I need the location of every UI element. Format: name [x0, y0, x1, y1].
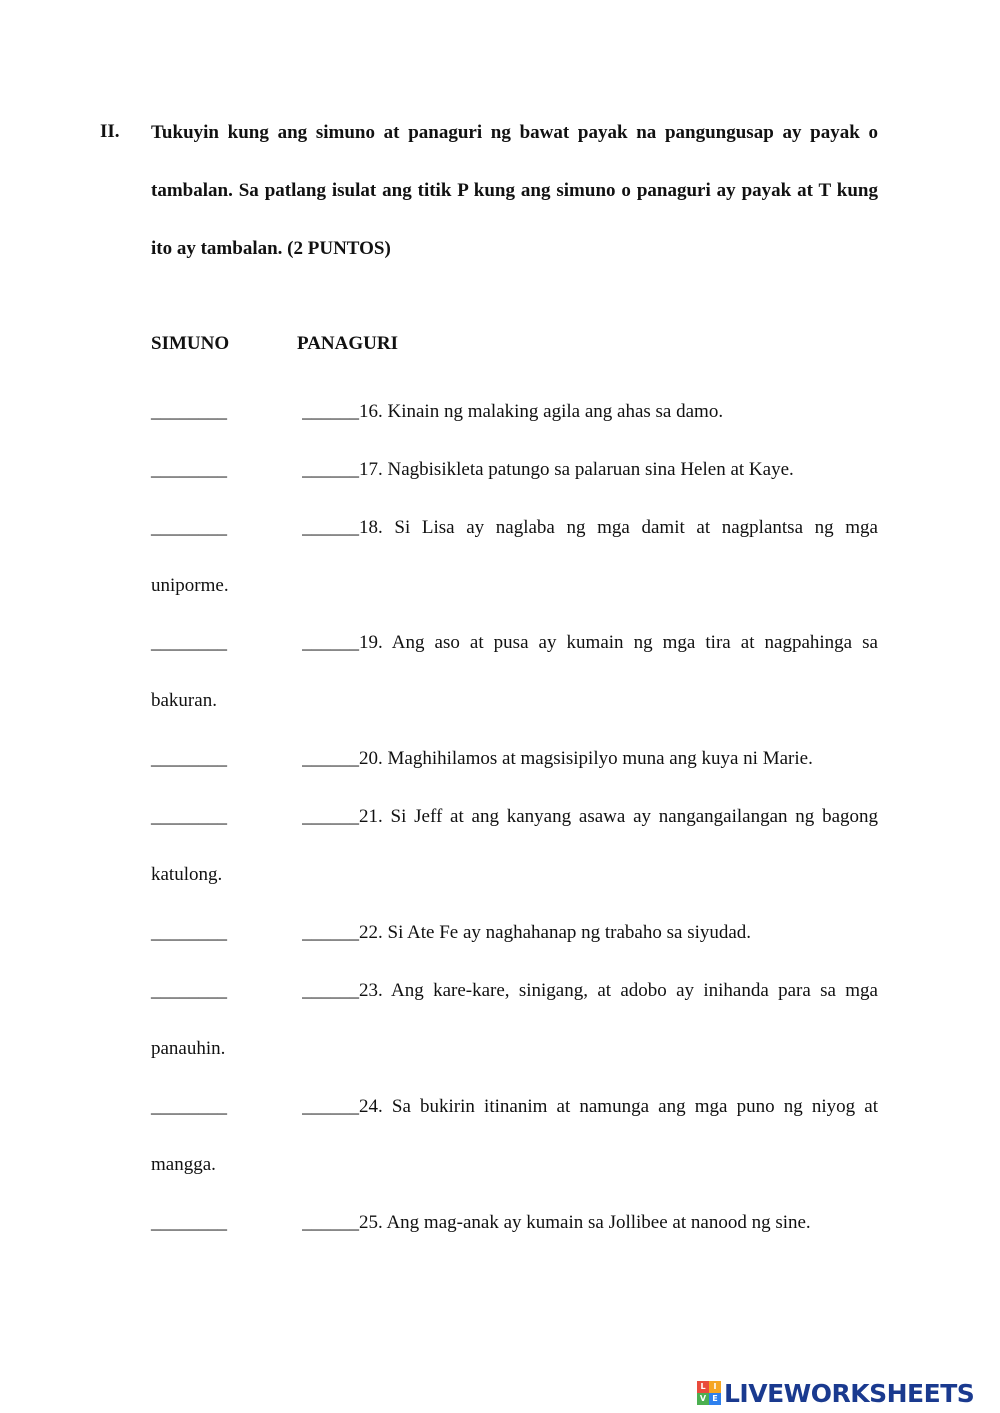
- panaguri-answer-blank[interactable]: ______: [302, 1096, 359, 1117]
- question-sentence: 24. Sa bukirin itinanim at namunga ang mga puno ng niyog at: [359, 1096, 878, 1117]
- question-text: [302, 904, 878, 962]
- question-sentence: 22. Si Ate Fe ay naghahanap ng trabaho sa siyudad.: [359, 922, 752, 943]
- simuno-answer-blank[interactable]: ________: [151, 517, 227, 538]
- question-continuation: katulong.: [151, 864, 223, 885]
- question-continuation: panauhin.: [151, 1038, 226, 1059]
- section-number: II.: [100, 121, 120, 142]
- panaguri-answer-blank[interactable]: ______: [302, 459, 359, 480]
- question-text: [302, 499, 878, 557]
- logo-letter: E: [709, 1393, 721, 1405]
- question-sentence: 23. Ang kare-kare, sinigang, at adobo ay inihanda para sa mga: [359, 980, 878, 1001]
- logo-letter: I: [709, 1381, 721, 1393]
- column-header-simuno: SIMUNO: [151, 333, 230, 354]
- panaguri-answer-blank[interactable]: ______: [302, 517, 359, 538]
- question-continuation: bakuran.: [151, 690, 217, 711]
- panaguri-answer-blank[interactable]: ______: [302, 922, 359, 943]
- question-text: [302, 441, 878, 499]
- question-text: [302, 1078, 878, 1136]
- question-text: [302, 1194, 878, 1252]
- question-text: [302, 614, 878, 672]
- simuno-answer-blank[interactable]: ________: [151, 459, 227, 480]
- question-sentence: 20. Maghihilamos at magsisipilyo muna ang kuya ni Marie.: [359, 748, 813, 769]
- panaguri-answer-blank[interactable]: ______: [302, 632, 359, 653]
- question-sentence: 25. Ang mag-anak ay kumain sa Jollibee at nanood ng sine.: [359, 1212, 811, 1233]
- panaguri-answer-blank[interactable]: ______: [302, 1212, 359, 1233]
- watermark-text: LIVEWORKSHEETS: [724, 1378, 975, 1408]
- simuno-answer-blank[interactable]: ________: [151, 401, 227, 422]
- simuno-answer-blank[interactable]: ________: [151, 632, 227, 653]
- panaguri-answer-blank[interactable]: ______: [302, 401, 359, 422]
- simuno-answer-blank[interactable]: ________: [151, 922, 227, 943]
- question-text: [302, 962, 878, 1020]
- liveworksheets-logo-icon: [697, 1381, 721, 1405]
- simuno-answer-blank[interactable]: ________: [151, 806, 227, 827]
- question-continuation: mangga.: [151, 1154, 216, 1175]
- instructions: Tukuyin kung ang simuno at panaguri ng bawat payak na pangungusap ay payak o tambalan. Sa patlang isulat ang titik P kung ang simuno o panaguri ay payak at T kung ito ay tambalan. (2 PUNTOS): [151, 122, 878, 259]
- panaguri-answer-blank[interactable]: ______: [302, 806, 359, 827]
- question-sentence: 18. Si Lisa ay naglaba ng mga damit at nagplantsa ng mga: [359, 517, 878, 538]
- question-text: [302, 788, 878, 846]
- simuno-answer-blank[interactable]: ________: [151, 1212, 227, 1233]
- simuno-answer-blank[interactable]: ________: [151, 1096, 227, 1117]
- question-continuation: uniporme.: [151, 575, 229, 596]
- question-sentence: 21. Si Jeff at ang kanyang asawa ay nangangailangan ng bagong: [359, 806, 878, 827]
- question-sentence: 19. Ang aso at pusa ay kumain ng mga tira at nagpahinga sa: [359, 632, 878, 653]
- panaguri-answer-blank[interactable]: ______: [302, 748, 359, 769]
- panaguri-answer-blank[interactable]: ______: [302, 980, 359, 1001]
- watermark-logo: [697, 1373, 974, 1413]
- question-sentence: 16. Kinain ng malaking agila ang ahas sa damo.: [359, 401, 724, 422]
- column-header-panaguri: PANAGURI: [297, 333, 398, 354]
- simuno-answer-blank[interactable]: ________: [151, 748, 227, 769]
- logo-letter: V: [697, 1393, 709, 1405]
- question-text: [302, 730, 878, 788]
- logo-letter: L: [697, 1381, 709, 1393]
- question-text: [302, 383, 878, 441]
- question-sentence: 17. Nagbisikleta patungo sa palaruan sina Helen at Kaye.: [359, 459, 794, 480]
- simuno-answer-blank[interactable]: ________: [151, 980, 227, 1001]
